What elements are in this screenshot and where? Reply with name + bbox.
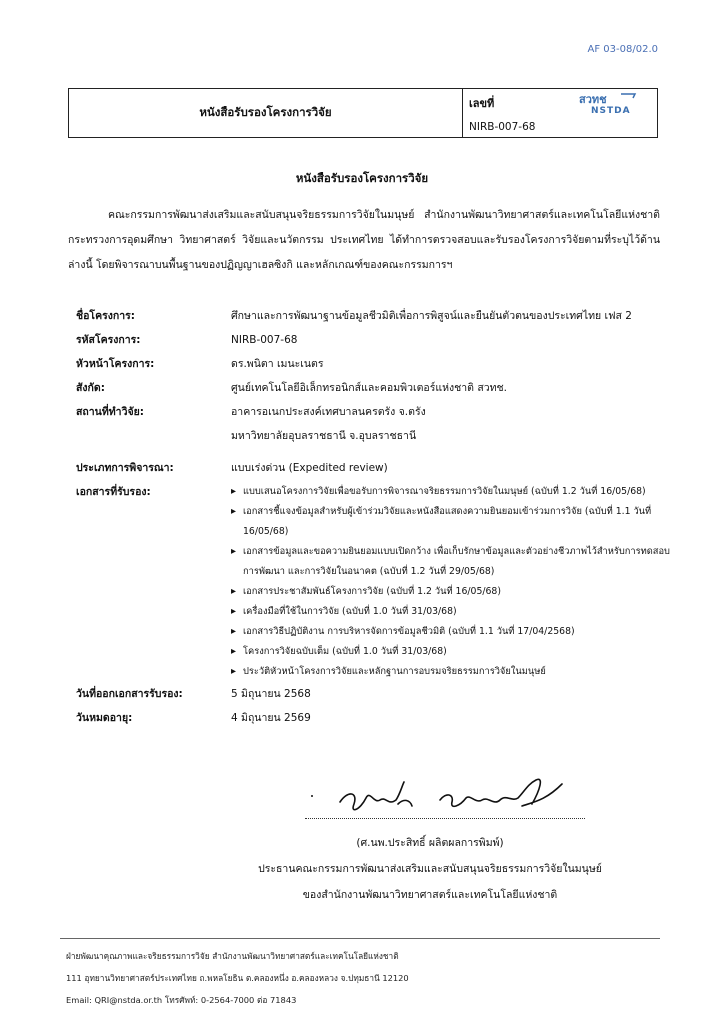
- document-item: ▸ แบบเสนอโครงการวิจัยเพื่อขอรับการพิจารณาจริยธรรมการวิจัยในมนุษย์ (ฉบับที่ 1.2 วันที่ 16/05/68): [231, 482, 676, 502]
- location-value-1: อาคารอเนกประสงค์เทศบาลนครตรัง จ.ตรัง: [231, 406, 426, 418]
- issue-date-value: 5 มิถุนายน 2568: [231, 688, 311, 700]
- documents-row: [76, 480, 676, 682]
- number-label: เลขที่: [469, 97, 495, 110]
- logo-mark: [621, 94, 635, 98]
- pi-row: [76, 352, 676, 376]
- expiry-date-row: [76, 706, 676, 730]
- signature-line: [305, 818, 585, 819]
- expiry-date-label: วันหมดอายุ:: [76, 712, 133, 724]
- location-label: สถานที่ทำวิจัย:: [76, 406, 144, 418]
- document-title: หนังสือรับรองโครงการวิจัย: [295, 171, 429, 185]
- affiliation-row: [76, 376, 676, 400]
- footer-address: 111 อุทยานวิทยาศาสตร์ประเทศไทย ถ.พหลโยธิน ต.คลองหนึ่ง อ.คลองหลวง จ.ปทุมธานี 12120: [66, 973, 409, 983]
- footer-divider: [60, 938, 660, 939]
- expiry-date-value: 4 มิถุนายน 2569: [231, 712, 311, 724]
- issue-date-row: [76, 682, 676, 706]
- project-details: [76, 304, 676, 730]
- form-code: AF 03-08/02.0: [587, 44, 658, 55]
- location-value-2: มหาวิทยาลัยอุบลราชธานี จ.อุบลราชธานี: [231, 430, 417, 442]
- project-code-label: รหัสโครงการ:: [76, 334, 141, 346]
- affiliation-value: ศูนย์เทคโนโลยีอิเล็กทรอนิกส์และคอมพิวเตอร์แห่งชาติ สวทช.: [231, 382, 508, 394]
- footer: [66, 945, 409, 1011]
- document-item: ▸ เอกสารข้อมูลและขอความยินยอมแบบเปิดกว้าง เพื่อเก็บรักษาข้อมูลและตัวอย่างชีวภาพไว้สำหรับการทดสอบ การพัฒนา และการวิจัยในอนาคต (ฉบับที่ 1.2 วันที่ 29/05/68): [231, 542, 676, 582]
- project-code-row: [76, 328, 676, 352]
- document-item: ▸ เอกสารชี้แจงข้อมูลสำหรับผู้เข้าร่วมวิจัยและหนังสือแสดงความยินยอมเข้าร่วมการวิจัย (ฉบับที่ 1.1 วันที่ 16/05/68): [231, 502, 676, 542]
- signer-block: [230, 830, 630, 908]
- document-item: ▸ โครงการวิจัยฉบับเต็ม (ฉบับที่ 1.0 วันที่ 31/03/68): [231, 642, 676, 662]
- signer-position-1: ประธานคณะกรรมการพัฒนาส่งเสริมและสนับสนุนจริยธรรมการวิจัยในมนุษย์: [258, 863, 602, 875]
- signer-name: (ศ.นพ.ประสิทธิ์ ผลิตผลการพิมพ์): [356, 837, 504, 849]
- affiliation-label: สังกัด:: [76, 382, 105, 394]
- documents-list: [231, 480, 676, 682]
- project-name-value: ศึกษาและการพัฒนาฐานข้อมูลชีวมิติเพื่อการพิสูจน์และยืนยันตัวตนของประเทศไทย เฟส 2: [231, 310, 632, 322]
- document-item: ▸ ประวัติหัวหน้าโครงการวิจัยและหลักฐานการอบรมจริยธรรมการวิจัยในมนุษย์: [231, 662, 676, 682]
- number-value: NIRB-007-68: [469, 121, 536, 133]
- logo-thai-text: สวทช: [579, 93, 607, 106]
- header-title: หนังสือรับรองโครงการวิจัย: [69, 89, 463, 137]
- document-item: ▸ เอกสารประชาสัมพันธ์โครงการวิจัย (ฉบับที่ 1.2 วันที่ 16/05/68): [231, 582, 676, 602]
- footer-contact: Email: QRI@nstda.or.th โทรศัพท์: 0-2564-7000 ต่อ 71843: [66, 995, 297, 1005]
- intro-paragraph: คณะกรรมการพัฒนาส่งเสริมและสนับสนุนจริยธรรมการวิจัยในมนุษย์ สำนักงานพัฒนาวิทยาศาสตร์และเทคโนโลยีแห่งชาติ กระทรวงการอุดมศึกษา วิทยาศาสตร์ วิจัยและนวัตกรรม ประเทศไทย ได้ทำการตรวจสอบและรับรองโครงการวิจัยตามที่ระบุไว้ด้านล่างนี้ โดยพิจารณาบนพื้นฐานของปฏิญญาเฮลซิงกิ และหลักเกณฑ์ของคณะกรรมการฯ: [68, 209, 660, 271]
- review-type-value: แบบเร่งด่วน (Expedited review): [231, 462, 388, 474]
- logo-en-text: NSTDA: [591, 106, 631, 116]
- project-code-value: NIRB-007-68: [231, 334, 298, 346]
- issue-date-label: วันที่ออกเอกสารรับรอง:: [76, 688, 183, 700]
- pi-label: หัวหน้าโครงการ:: [76, 358, 155, 370]
- documents-label: เอกสารที่รับรอง:: [76, 486, 151, 498]
- header-number-cell: [463, 89, 657, 137]
- document-item: ▸ เครื่องมือที่ใช้ในการวิจัย (ฉบับที่ 1.0 วันที่ 31/03/68): [231, 602, 676, 622]
- signer-position-2: ของสำนักงานพัฒนาวิทยาศาสตร์และเทคโนโลยีแห่งชาติ: [302, 889, 558, 901]
- project-name-label: ชื่อโครงการ:: [76, 310, 135, 322]
- location-row: [76, 400, 676, 448]
- header-box: [68, 88, 658, 138]
- document-item: ▸ เอกสารวิธีปฏิบัติงาน การบริหารจัดการข้อมูลชีวมิติ (ฉบับที่ 1.1 วันที่ 17/04/2568): [231, 622, 676, 642]
- review-type-label: ประเภทการพิจารณา:: [76, 462, 174, 474]
- project-name-row: [76, 304, 676, 328]
- pi-value: ดร.พนิตา เมนะเนตร: [231, 358, 324, 370]
- signature-image: [300, 770, 590, 820]
- review-type-row: [76, 456, 676, 480]
- footer-department: ฝ่ายพัฒนาคุณภาพและจริยธรรมการวิจัย สำนักงานพัฒนาวิทยาศาสตร์และเทคโนโลยีแห่งชาติ: [66, 951, 399, 961]
- nstda-logo: [577, 92, 651, 116]
- location-values: [231, 400, 676, 448]
